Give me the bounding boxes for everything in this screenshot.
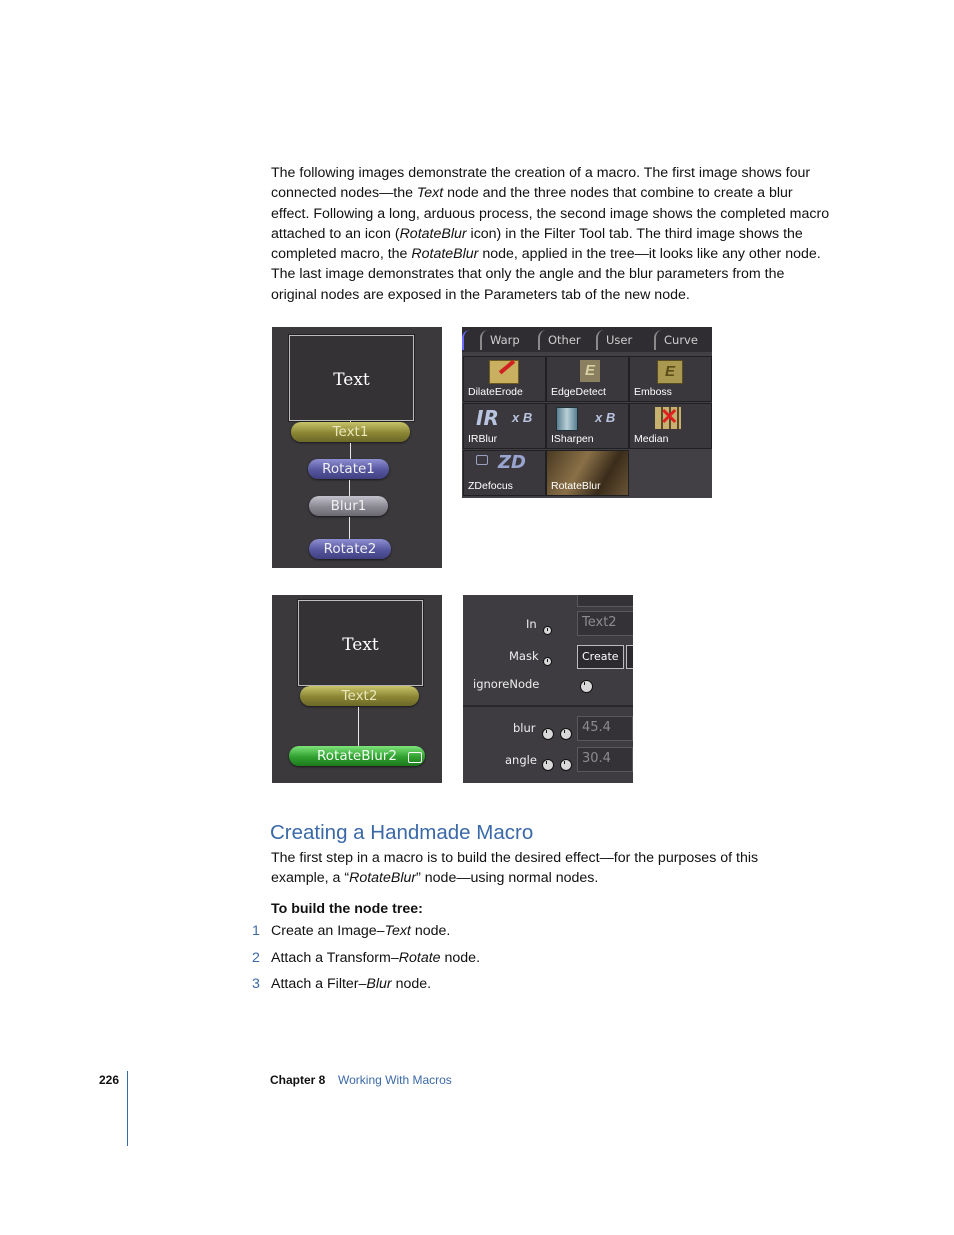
step-number: 2 — [252, 950, 260, 966]
step-number: 1 — [252, 923, 260, 939]
tab-warp[interactable]: Warp — [480, 330, 538, 350]
step-em: Text — [384, 923, 411, 939]
angle-field[interactable]: 30.4 — [577, 747, 633, 772]
tool-tabs — [462, 327, 712, 352]
edgedetect-icon: E — [580, 360, 600, 382]
procedure-heading: To build the node tree: — [271, 901, 423, 917]
tool-rotateblur[interactable] — [546, 450, 629, 496]
step-number: 3 — [252, 976, 260, 992]
macro-badge-icon — [408, 752, 422, 763]
step-pre: Attach a Transform– — [271, 950, 399, 966]
intro-text-1: The following images demonstrate the creation of a macro. The first image shows four connected nodes—the — [271, 165, 811, 202]
node-blur1[interactable]: Blur1 — [309, 496, 388, 516]
tab-curve[interactable]: Curve — [654, 330, 712, 350]
xb-icon: x B — [595, 410, 616, 425]
zdefocus-icon: ZD — [498, 452, 526, 473]
intro-em-3: RotateBlur — [411, 246, 479, 263]
tab-user[interactable]: User — [596, 330, 654, 350]
tool-emboss[interactable] — [629, 356, 712, 402]
intro-text-4: node, applied in the tree—it looks like any other node. The last image demonstrates that only the angle and the blur parameters from the original nodes are exposed in the Parameters tab of the new node. — [271, 246, 821, 303]
label-ignorenode: ignoreNode — [473, 677, 540, 691]
intro-text-3: icon) in the Filter Tool tab. The third image shows the completed macro, the — [271, 225, 803, 263]
chapter-title: Working With Macros — [338, 1073, 452, 1087]
camera-icon — [476, 455, 488, 465]
step-post: node. — [410, 923, 451, 939]
step-em: Rotate — [398, 950, 441, 966]
intro-em-2: RotateBlur — [399, 225, 467, 242]
create-button[interactable]: Create — [577, 645, 624, 669]
node-tree-figure-2 — [272, 595, 442, 783]
footer-rule — [127, 1071, 128, 1146]
node-text1[interactable]: Text1 — [291, 422, 410, 442]
viewer-text: Text — [342, 635, 379, 655]
viewer-text: Text — [333, 370, 370, 390]
tool-label: ISharpen — [551, 433, 594, 445]
step-text — [271, 923, 771, 939]
step-post: node. — [391, 976, 432, 992]
step-pre: Attach a Filter– — [271, 976, 367, 992]
node-text2[interactable]: Text2 — [300, 686, 419, 706]
tool-label: Median — [634, 433, 669, 445]
node-link — [358, 707, 359, 747]
tool-median[interactable] — [629, 403, 712, 449]
mask-field-partial[interactable] — [626, 645, 633, 669]
intro-text-2: node and the three nodes that combine to create a blur effect. Following a long, arduous process, the second image shows the completed macro attached to an icon ( — [271, 185, 830, 242]
tool-label: IRBlur — [468, 433, 498, 445]
label-blur: blur — [513, 721, 536, 735]
step-em: Blur — [366, 976, 392, 992]
name-field-partial[interactable] — [577, 595, 633, 607]
intro-em-1: Text — [416, 185, 444, 202]
intro-paragraph — [271, 163, 831, 305]
text-viewer-thumbnail — [289, 335, 414, 421]
tool-edgedetect[interactable] — [546, 356, 629, 402]
ignorenode-toggle[interactable] — [580, 680, 593, 693]
irblur-icon: IR — [476, 406, 499, 430]
page-number: 226 — [99, 1073, 120, 1087]
para-text-b: ” node—using normal nodes. — [416, 870, 599, 887]
angle-link-icon[interactable] — [560, 759, 572, 771]
node-link — [350, 443, 351, 459]
parameters-figure — [463, 595, 633, 783]
filter-toolbox-figure — [462, 327, 712, 498]
in-link-icon[interactable] — [543, 626, 552, 635]
tool-label: DilateErode — [468, 386, 523, 398]
cross-icon: ✕ — [660, 404, 679, 429]
node-tree-figure-1 — [272, 327, 442, 568]
node-link — [349, 480, 350, 496]
tool-isharpen[interactable] — [546, 403, 629, 449]
blur-link-icon[interactable] — [560, 728, 572, 740]
section-paragraph — [271, 848, 811, 889]
step-post: node. — [440, 950, 481, 966]
emboss-icon: E — [657, 360, 683, 384]
angle-clock-icon[interactable] — [542, 759, 554, 771]
tool-zdefocus[interactable] — [463, 450, 546, 496]
text-viewer-thumbnail — [298, 600, 423, 686]
tool-label: Emboss — [634, 386, 672, 398]
isharpen-icon — [556, 407, 578, 431]
tab-partial[interactable] — [462, 330, 474, 350]
tool-dilateerode[interactable] — [463, 356, 546, 402]
para-em: RotateBlur — [349, 870, 417, 887]
step-text — [271, 950, 771, 966]
chapter-label: Chapter 8 — [270, 1073, 326, 1087]
blur-field[interactable]: 45.4 — [577, 716, 633, 741]
step-text — [271, 976, 771, 992]
tool-label: RotateBlur — [551, 480, 601, 492]
node-link — [349, 517, 350, 539]
node-rotate1[interactable]: Rotate1 — [308, 459, 389, 479]
blur-clock-icon[interactable] — [542, 728, 554, 740]
para-text-a: The first step in a macro is to build the desired effect—for the purposes of this example, a “ — [271, 850, 759, 887]
node-rotate2[interactable]: Rotate2 — [309, 539, 391, 559]
tool-label: EdgeDetect — [551, 386, 606, 398]
node-rotateblur2[interactable]: RotateBlur2 — [289, 746, 425, 766]
label-angle: angle — [505, 753, 537, 767]
section-heading: Creating a Handmade Macro — [270, 821, 534, 844]
tool-irblur[interactable] — [463, 403, 546, 449]
label-mask: Mask — [509, 649, 539, 663]
label-in: In — [526, 617, 537, 631]
divider — [463, 705, 633, 707]
step-pre: Create an Image– — [271, 923, 385, 939]
tab-other[interactable]: Other — [538, 330, 596, 350]
xb-icon: x B — [512, 410, 533, 425]
tool-label: ZDefocus — [468, 480, 513, 492]
mask-link-icon[interactable] — [543, 657, 552, 666]
in-field[interactable]: Text2 — [577, 611, 633, 636]
